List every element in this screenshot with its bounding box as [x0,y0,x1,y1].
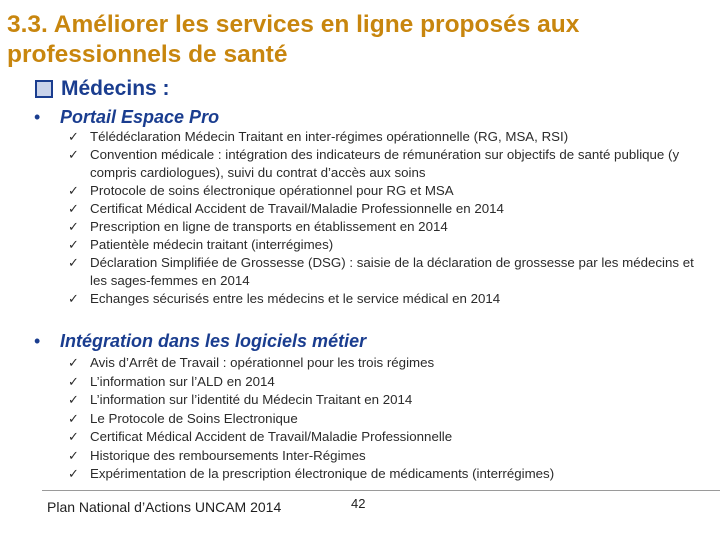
check-icon: ✓ [68,219,79,234]
bullet-icon: • [34,107,41,127]
check-icon: ✓ [68,410,79,426]
check-icon: ✓ [68,291,79,306]
list-item: ✓ Certificat Médical Accident de Travail/Maladie Professionnelle [68,428,708,447]
section-heading [35,77,170,101]
group-heading-integration [34,331,366,352]
slide-title-line-2: professionnels de santé [7,41,288,68]
list-item: ✓ Convention médicale : intégration des indicateurs de rémunération sur objectifs de santé publique (y compris cardiologues), suivi du contrat d’accès aux soins [68,147,680,180]
page-number: 42 [351,496,366,511]
footer-divider [42,490,720,491]
list-item: ✓ Avis d’Arrêt de Travail : opérationnel pour les trois régimes [68,354,708,373]
check-icon: ✓ [68,201,79,216]
check-icon: ✓ [68,237,79,252]
group-heading-portail [34,107,219,128]
list-item: ✓ L’information sur l’ALD en 2014 [68,373,708,392]
check-icon: ✓ [68,429,79,444]
check-icon: ✓ [68,373,79,389]
footer-text: Plan National d’Actions UNCAM 2014 [47,499,282,515]
check-icon: ✓ [68,255,79,270]
integration-list [68,354,708,484]
check-icon: ✓ [68,147,79,162]
checkbox-square-icon [35,80,53,98]
list-item: ✓ Historique des remboursements Inter-Régimes [68,447,708,466]
list-item: ✓ Patientèle médecin traitant (interrégimes) [68,237,334,252]
group-heading-label: Portail Espace Pro [60,107,220,127]
check-icon: ✓ [68,355,79,370]
list-item: ✓ Protocole de soins électronique opérationnel pour RG et MSA [68,183,454,198]
bullet-icon: • [34,331,41,351]
check-icon: ✓ [68,183,79,198]
list-item: ✓ Expérimentation de la prescription électronique de médicaments (interrégimes) [68,465,708,484]
list-item: ✓ Certificat Médical Accident de Travail/Maladie Professionnelle en 2014 [68,201,504,216]
list-item: ✓ L’information sur l’identité du Médecin Traitant en 2014 [68,391,708,410]
section-label: Médecins [61,77,157,100]
check-icon: ✓ [68,129,79,144]
slide-title-line-1: 3.3. Améliorer les services en ligne proposés aux [7,11,580,38]
list-item: ✓ Prescription en ligne de transports en établissement en 2014 [68,219,448,234]
check-icon: ✓ [68,466,79,481]
list-item: ✓ Echanges sécurisés entre les médecins et le service médical en 2014 [68,291,501,306]
check-icon: ✓ [68,447,79,463]
list-item: ✓ Le Protocole de Soins Electronique [68,410,708,429]
portail-list [68,128,708,308]
group-heading-label: Intégration dans les logiciels métier [60,331,367,351]
list-item: ✓ Déclaration Simplifiée de Grossesse (DSG) : saisie de la déclaration de grossesse par les médecins et les sages-femmes en 2014 [68,255,694,288]
check-icon: ✓ [68,392,79,407]
section-suffix: : [156,77,170,100]
slide-title [7,10,713,70]
list-item: ✓ Télédéclaration Médecin Traitant en inter-régimes opérationnelle (RG, MSA, RSI) [68,129,569,144]
